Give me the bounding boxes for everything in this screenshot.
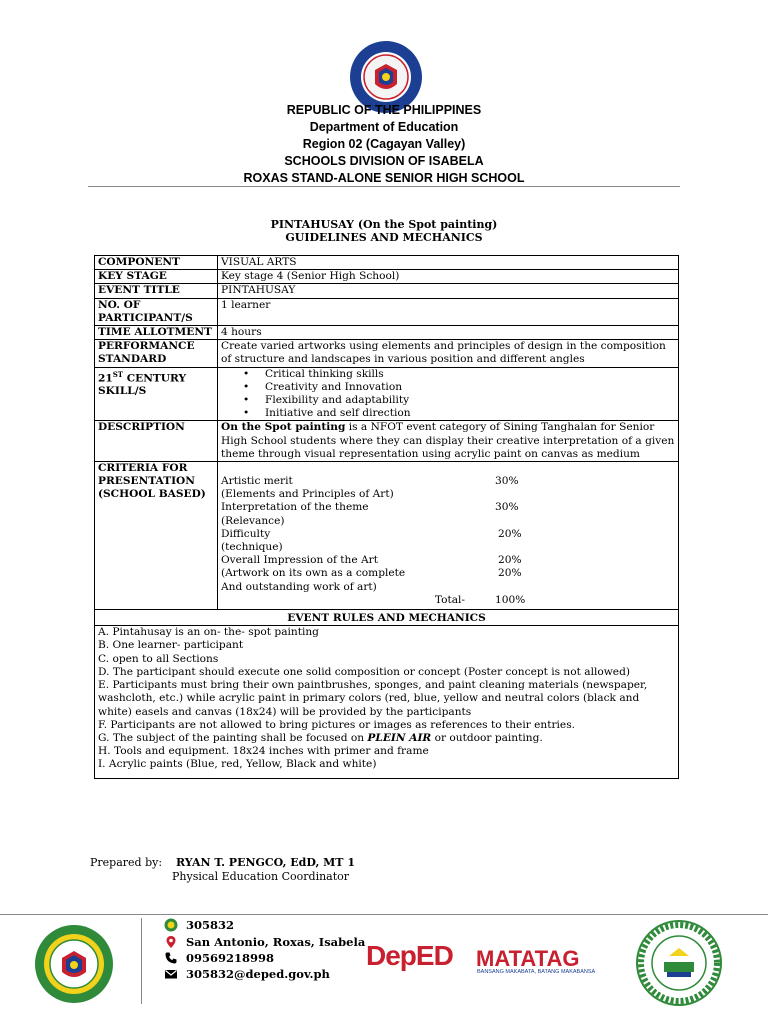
table-row	[95, 326, 679, 340]
table-row	[95, 367, 679, 421]
rules-cell	[95, 626, 679, 778]
list-item: • Initiative and self direction	[265, 407, 675, 420]
criterion-name: (Elements and Principles of Art)	[221, 488, 394, 501]
row-value	[218, 367, 679, 421]
table-row	[95, 270, 679, 284]
description-bold: On the Spot painting	[221, 421, 346, 434]
school-phone: 09569218998	[186, 951, 275, 965]
criteria-total	[221, 594, 675, 607]
rule-g-emphasis: PLEIN AIR	[367, 731, 432, 744]
phone-icon	[164, 951, 178, 965]
row-value: Key stage 4 (Senior High School)	[218, 270, 679, 284]
footer-divider	[0, 914, 768, 915]
school-email: 305832@deped.gov.ph	[186, 967, 330, 981]
row-value: 1 learner	[218, 298, 679, 325]
school-badge-icon	[164, 918, 178, 932]
table-row	[95, 421, 679, 462]
header-line-deped: Department of Education	[309, 120, 459, 134]
rule-item: C. open to all Sections	[98, 652, 219, 665]
rule-item: I. Acrylic paints (Blue, red, Yellow, Black and white)	[98, 758, 377, 771]
criterion-name: (Relevance)	[221, 514, 285, 527]
rule-item: B. One learner- participant	[98, 639, 244, 652]
table-row	[95, 626, 679, 778]
criterion-name: (technique)	[221, 541, 283, 554]
criterion-name: Difficulty	[221, 527, 271, 540]
guidelines-table	[94, 255, 679, 779]
criteria-row	[221, 488, 675, 501]
rule-item: D. The participant should execute one solid composition or concept (Poster concept is not allowed)	[98, 665, 630, 678]
header-line-republic: REPUBLIC OF THE PHILIPPINES	[286, 103, 482, 117]
location-pin-icon	[164, 935, 178, 949]
criterion-name: And outstanding work of art)	[221, 580, 377, 593]
criteria-row	[221, 515, 675, 528]
criteria-row	[221, 475, 675, 488]
criterion-weight: 30%	[495, 475, 519, 488]
row-label: CRITERIA FOR PRESENTATION (SCHOOL BASED)	[95, 462, 218, 610]
matatag-tagline: BANSANG MAKABATA, BATANG MAKABANSA	[477, 969, 596, 975]
table-row	[95, 340, 679, 367]
header-line-division: SCHOOLS DIVISION OF ISABELA	[284, 154, 484, 168]
row-label: PERFORMANCE STANDARD	[95, 340, 218, 367]
criterion-name: Overall Impression of the Art	[221, 554, 378, 567]
header-line-school: ROXAS STAND-ALONE SENIOR HIGH SCHOOL	[243, 171, 525, 185]
rules-heading: EVENT RULES AND MECHANICS	[95, 610, 679, 626]
header-line-region: Region 02 (Cagayan Valley)	[302, 137, 466, 151]
criteria-row	[221, 528, 675, 541]
prepared-by-label: Prepared by:	[90, 856, 163, 869]
criteria-cell	[218, 462, 679, 610]
criterion-weight: 20%	[498, 554, 522, 567]
division-seal-logo	[34, 924, 114, 1004]
row-value: VISUAL ARTS	[218, 256, 679, 270]
row-label: NO. OF PARTICIPANT/S	[95, 298, 218, 325]
row-value	[218, 421, 679, 462]
document-subtitle: GUIDELINES AND MECHANICS	[285, 231, 483, 244]
header-divider	[88, 186, 680, 187]
criterion-weight: 30%	[495, 501, 519, 514]
rule-item: F. Participants are not allowed to bring pictures or images as references to their entries.	[98, 718, 576, 731]
skills-list	[221, 368, 675, 421]
criteria-row	[221, 541, 675, 554]
row-label: EVENT TITLE	[95, 284, 218, 298]
row-label: DESCRIPTION	[95, 421, 218, 462]
prepared-by-name: RYAN T. PENGCO, EdD, MT 1	[176, 856, 355, 869]
description-text: is a NFOT event category of Sining Tanghalan for Senior High School students where they can display their creative interpretation of a given theme through visual representation using acrylic paint on canvas as medium	[221, 421, 675, 460]
label-sup: ST	[112, 369, 124, 379]
rule-g-post: or outdoor painting.	[431, 731, 543, 744]
total-label: Total-	[434, 593, 465, 606]
prepared-by-role: Physical Education Coordinator	[172, 870, 350, 883]
school-id: 305832	[186, 918, 235, 932]
table-row	[95, 256, 679, 270]
school-address: San Antonio, Roxas, Isabela	[186, 935, 366, 949]
row-label: TIME ALLOTMENT	[95, 326, 218, 340]
criterion-weight: 20%	[498, 567, 522, 580]
rule-item: A. Pintahusay is an on- the- spot painting	[98, 626, 319, 639]
table-row	[95, 462, 679, 610]
rule-item: E. Participants must bring their own paintbrushes, sponges, and paint cleaning materials (newspaper, washcloth, etc.) while acrylic paint in primary colors (red, blue, yellow and neutral colors (black and white) easels and canvas (18x24) will be provided by the participants	[98, 679, 648, 718]
label-rest: CENTURY SKILL/S	[98, 372, 187, 398]
list-item: • Creativity and Innovation	[265, 381, 675, 394]
criterion-weight: 20%	[498, 527, 522, 540]
rule-g-pre: G. The subject of the painting shall be focused on	[98, 731, 368, 744]
table-row	[95, 284, 679, 298]
row-value: 4 hours	[218, 326, 679, 340]
matatag-wordmark-logo: MATATAG	[476, 946, 580, 971]
rule-item: H. Tools and equipment. 18x24 inches with primer and frame	[98, 745, 429, 758]
list-item: • Flexibility and adaptability	[265, 394, 675, 407]
total-value: 100%	[495, 593, 526, 606]
deped-wordmark-logo: DepED	[366, 940, 453, 971]
email-icon	[164, 967, 178, 981]
row-label: COMPONENT	[95, 256, 218, 270]
footer-vertical-divider	[141, 918, 142, 1004]
row-value: PINTAHUSAY	[218, 284, 679, 298]
document-title: PINTAHUSAY (On the Spot painting)	[270, 218, 498, 231]
criterion-name: Interpretation of the theme	[221, 501, 369, 514]
row-value: Create varied artworks using elements and principles of design in the composition of structure and landscapes in various position and different angles	[218, 340, 679, 367]
row-label: KEY STAGE	[95, 270, 218, 284]
criteria-row	[221, 554, 675, 567]
criterion-name: Artistic merit	[221, 475, 293, 488]
table-row	[95, 610, 679, 626]
school-seal-logo	[636, 920, 722, 1006]
list-item: • Critical thinking skills	[265, 368, 675, 381]
criteria-row	[221, 501, 675, 514]
criteria-row	[221, 581, 675, 594]
criteria-row	[221, 567, 675, 580]
rule-item	[98, 732, 675, 745]
table-row	[95, 298, 679, 325]
criterion-name: (Artwork on its own as a complete	[221, 567, 406, 580]
label-num: 21	[98, 372, 113, 385]
row-label	[95, 367, 218, 421]
